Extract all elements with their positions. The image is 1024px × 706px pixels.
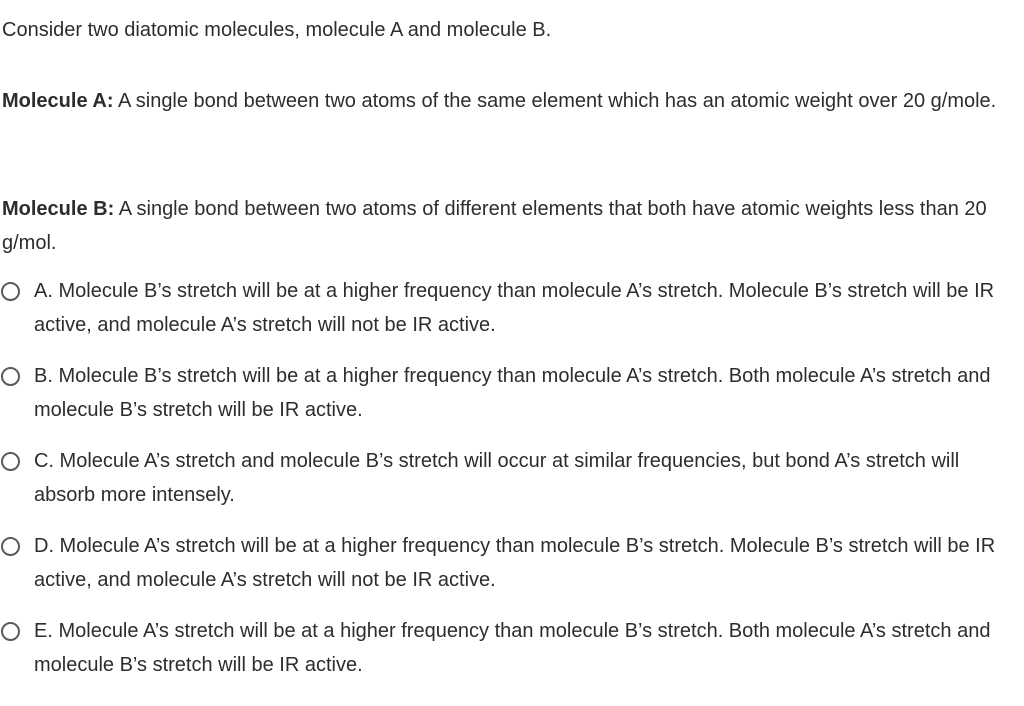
option-a[interactable] — [0, 274, 1024, 359]
radio-button-option-e[interactable] — [1, 622, 20, 641]
option-e-text — [34, 614, 1019, 682]
molecule-a-text: A single bond between two atoms of the same element which has an atomic weight over 20 g/mole. — [113, 90, 997, 112]
option-d-letter: D. — [34, 535, 54, 557]
molecule-b-description — [2, 192, 1002, 260]
option-b-letter: B. — [34, 365, 53, 387]
option-e[interactable] — [0, 614, 1024, 699]
answer-options — [0, 274, 1024, 699]
molecule-a-label: Molecule A: — [2, 90, 114, 112]
option-e-letter: E. — [34, 620, 53, 642]
option-a-body: Molecule B’s stretch will be at a higher frequency than molecule A’s stretch. Molecule B’s stretch will be IR active, and molecule A’s stretch will not be IR active. — [34, 280, 995, 336]
option-c-text — [34, 444, 1019, 512]
option-c[interactable] — [0, 444, 1024, 529]
radio-button-option-d[interactable] — [1, 537, 20, 556]
radio-button-option-b[interactable] — [1, 367, 20, 386]
radio-button-option-c[interactable] — [1, 452, 20, 471]
option-b-text — [34, 359, 1019, 427]
radio-button-option-a[interactable] — [1, 282, 20, 301]
molecule-b-label: Molecule B: — [2, 198, 115, 220]
question-intro: Consider two diatomic molecules, molecule A and molecule B. — [2, 19, 552, 41]
option-c-body: Molecule A’s stretch and molecule B’s stretch will occur at similar frequencies, but bond A’s stretch will absorb more intensely. — [34, 450, 960, 506]
option-b-body: Molecule B’s stretch will be at a higher frequency than molecule A’s stretch. Both molecule A’s stretch and molecule B’s stretch will be IR active. — [34, 365, 991, 421]
option-c-letter: C. — [34, 450, 54, 472]
option-a-text — [34, 274, 1019, 342]
option-d[interactable] — [0, 529, 1024, 614]
option-e-body: Molecule A’s stretch will be at a higher frequency than molecule B’s stretch. Both molecule A’s stretch and molecule B’s stretch will be IR active. — [34, 620, 991, 676]
option-a-letter: A. — [34, 280, 53, 302]
option-d-text — [34, 529, 1019, 597]
option-b[interactable] — [0, 359, 1024, 444]
molecule-b-text: A single bond between two atoms of different elements that both have atomic weights less than 20 g/mol. — [2, 198, 987, 254]
option-d-body: Molecule A’s stretch will be at a higher frequency than molecule B’s stretch. Molecule B’s stretch will be IR active, and molecule A’s stretch will not be IR active. — [34, 535, 996, 591]
molecule-a-description — [2, 84, 1002, 118]
